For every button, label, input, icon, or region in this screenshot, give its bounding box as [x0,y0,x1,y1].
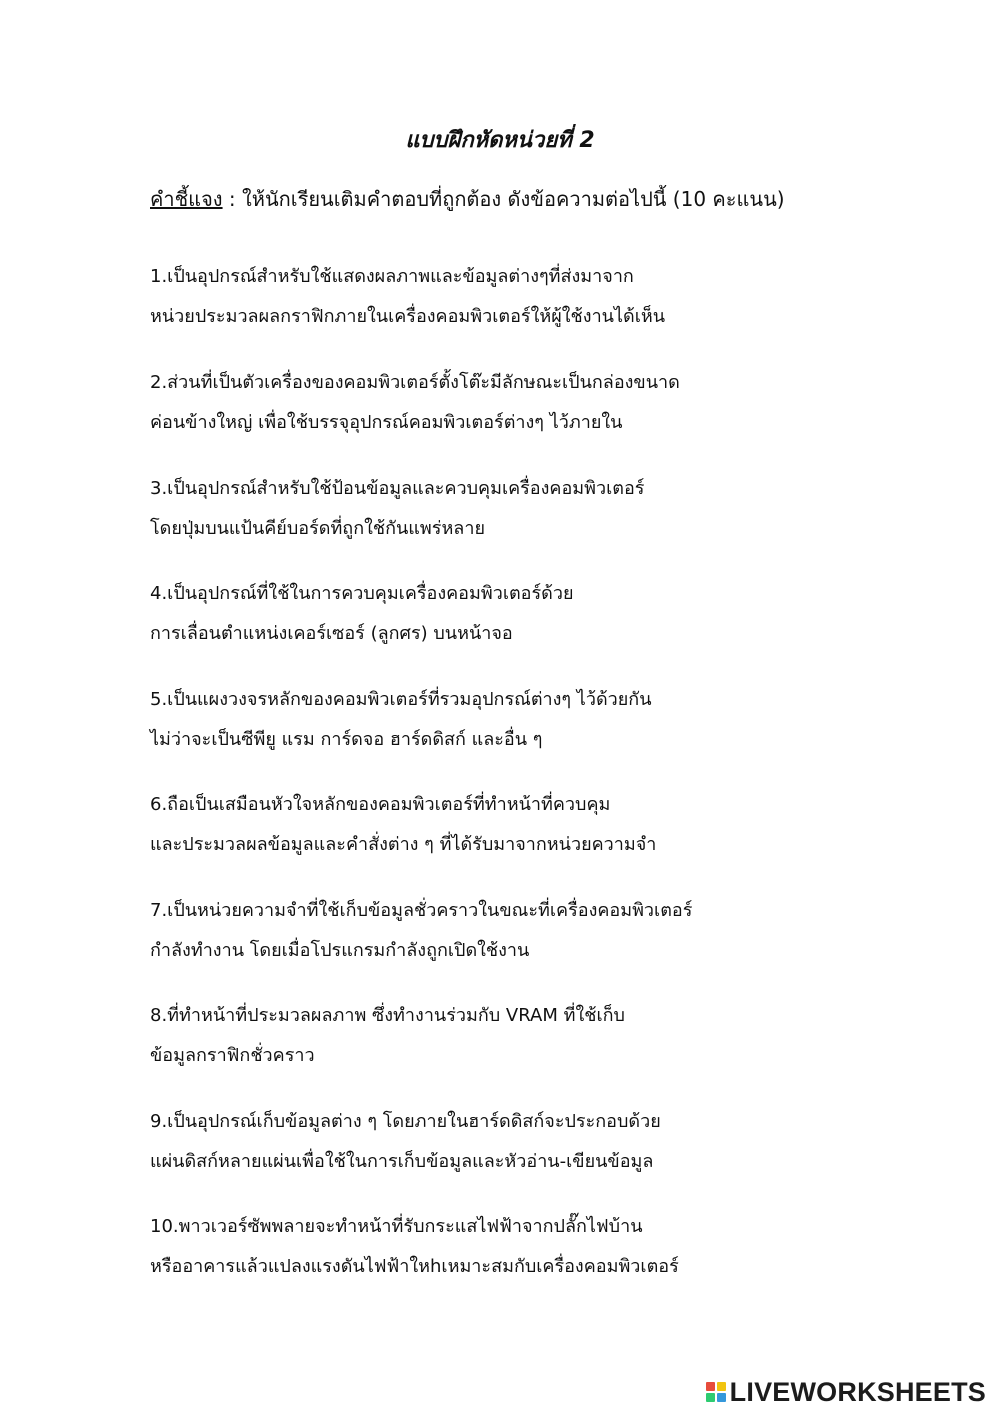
question-line: 2.ส่วนที่เป็นตัวเครื่องของคอมพิวเตอร์ตั้งโต๊ะมีลักษณะเป็นกล่องขนาด [150,372,680,393]
instruction [150,182,930,216]
question-line: 1.เป็นอุปกรณ์สำหรับใช้แสดงผลภาพและข้อมูลต่างๆที่ส่งมาจาก [150,266,634,287]
question-line: 3.เป็นอุปกรณ์สำหรับใช้ป้อนข้อมูลและควบคุมเครื่องคอมพิวเตอร์ [150,478,645,499]
question-10 [150,1207,950,1287]
question-5 [150,680,950,760]
question-9 [150,1102,950,1182]
question-line: การเลื่อนตำแหน่งเคอร์เซอร์ (ลูกศร) บนหน้าจอ [150,623,513,644]
instruction-label: คำชี้แจง [150,187,223,211]
question-8 [150,996,950,1076]
question-line: ค่อนข้างใหญ่ เพื่อใช้บรรจุอุปกรณ์คอมพิวเตอร์ต่างๆ ไว้ภายใน [150,412,623,433]
question-line: ไม่ว่าจะเป็นซีพียู แรม การ์ดจอ ฮาร์ดดิสก์ และอื่น ๆ [150,729,543,750]
question-line: 10.พาวเวอร์ซัพพลายจะทำหน้าที่รับกระแสไฟฟ้าจากปลั๊กไฟบ้าน [150,1216,643,1237]
logo-square [717,1382,726,1391]
question-line: 6.ถือเป็นเสมือนหัวใจหลักของคอมพิวเตอร์ที่ทำหน้าที่ควบคุม [150,794,611,815]
question-2 [150,363,950,443]
question-3 [150,469,950,549]
worksheet-title: แบบฝึกหัดหน่วยที่ 2 [405,128,595,153]
question-line: กำลังทำงาน โดยเมื่อโปรแกรมกำลังถูกเปิดใช้งาน [150,940,530,961]
question-line: 8.ที่ทำหน้าที่ประมวลผลภาพ ซึ่งทำงานร่วมกับ VRAM ที่ใช้เก็บ [150,1005,625,1026]
question-line: และประมวลผลข้อมูลและคำสั่งต่าง ๆ ที่ได้รับมาจากหน่วยความจำ [150,834,657,855]
brand-text: LIVEWORKSHEETS [729,1377,986,1407]
liveworksheets-logo-icon [706,1382,726,1402]
question-1 [150,257,950,337]
logo-square [717,1393,726,1402]
question-6 [150,785,950,865]
question-line: หน่วยประมวลผลกราฟิกภายในเครื่องคอมพิวเตอร์ให้ผู้ใช้งานได้เห็น [150,306,666,327]
question-7 [150,891,950,971]
logo-square [706,1393,715,1402]
question-line: 9.เป็นอุปกรณ์เก็บข้อมูลต่าง ๆ โดยภายในฮาร์ดดิสก์จะประกอบด้วย [150,1111,661,1132]
question-line: แผ่นดิสก์หลายแผ่นเพื่อใช้ในการเก็บข้อมูลและหัวอ่าน-เขียนข้อมูล [150,1151,654,1172]
question-line: 5.เป็นแผงวงจรหลักของคอมพิวเตอร์ที่รวมอุปกรณ์ต่างๆ ไว้ด้วยกัน [150,689,652,710]
question-line: 7.เป็นหน่วยความจำที่ใช้เก็บข้อมูลชั่วคราวในขณะที่เครื่องคอมพิวเตอร์ [150,900,693,921]
question-line: โดยปุ่มบนแป้นคีย์บอร์ดที่ถูกใช้กันแพร่หลาย [150,518,485,539]
question-line: 4.เป็นอุปกรณ์ที่ใช้ในการควบคุมเครื่องคอมพิวเตอร์ด้วย [150,583,574,604]
question-line: หรืออาคารแล้วแปลงแรงดันไฟฟ้าใหhเหมาะสมกับเครื่องคอมพิวเตอร์ [150,1256,679,1277]
question-4 [150,574,950,654]
question-line: ข้อมูลกราฟิกชั่วคราว [150,1045,315,1066]
instruction-text: : ให้นักเรียนเติมคำตอบที่ถูกต้อง ดังข้อความต่อไปนี้ (10 คะแนน) [222,187,785,211]
logo-square [706,1382,715,1391]
liveworksheets-brand [706,1376,986,1408]
